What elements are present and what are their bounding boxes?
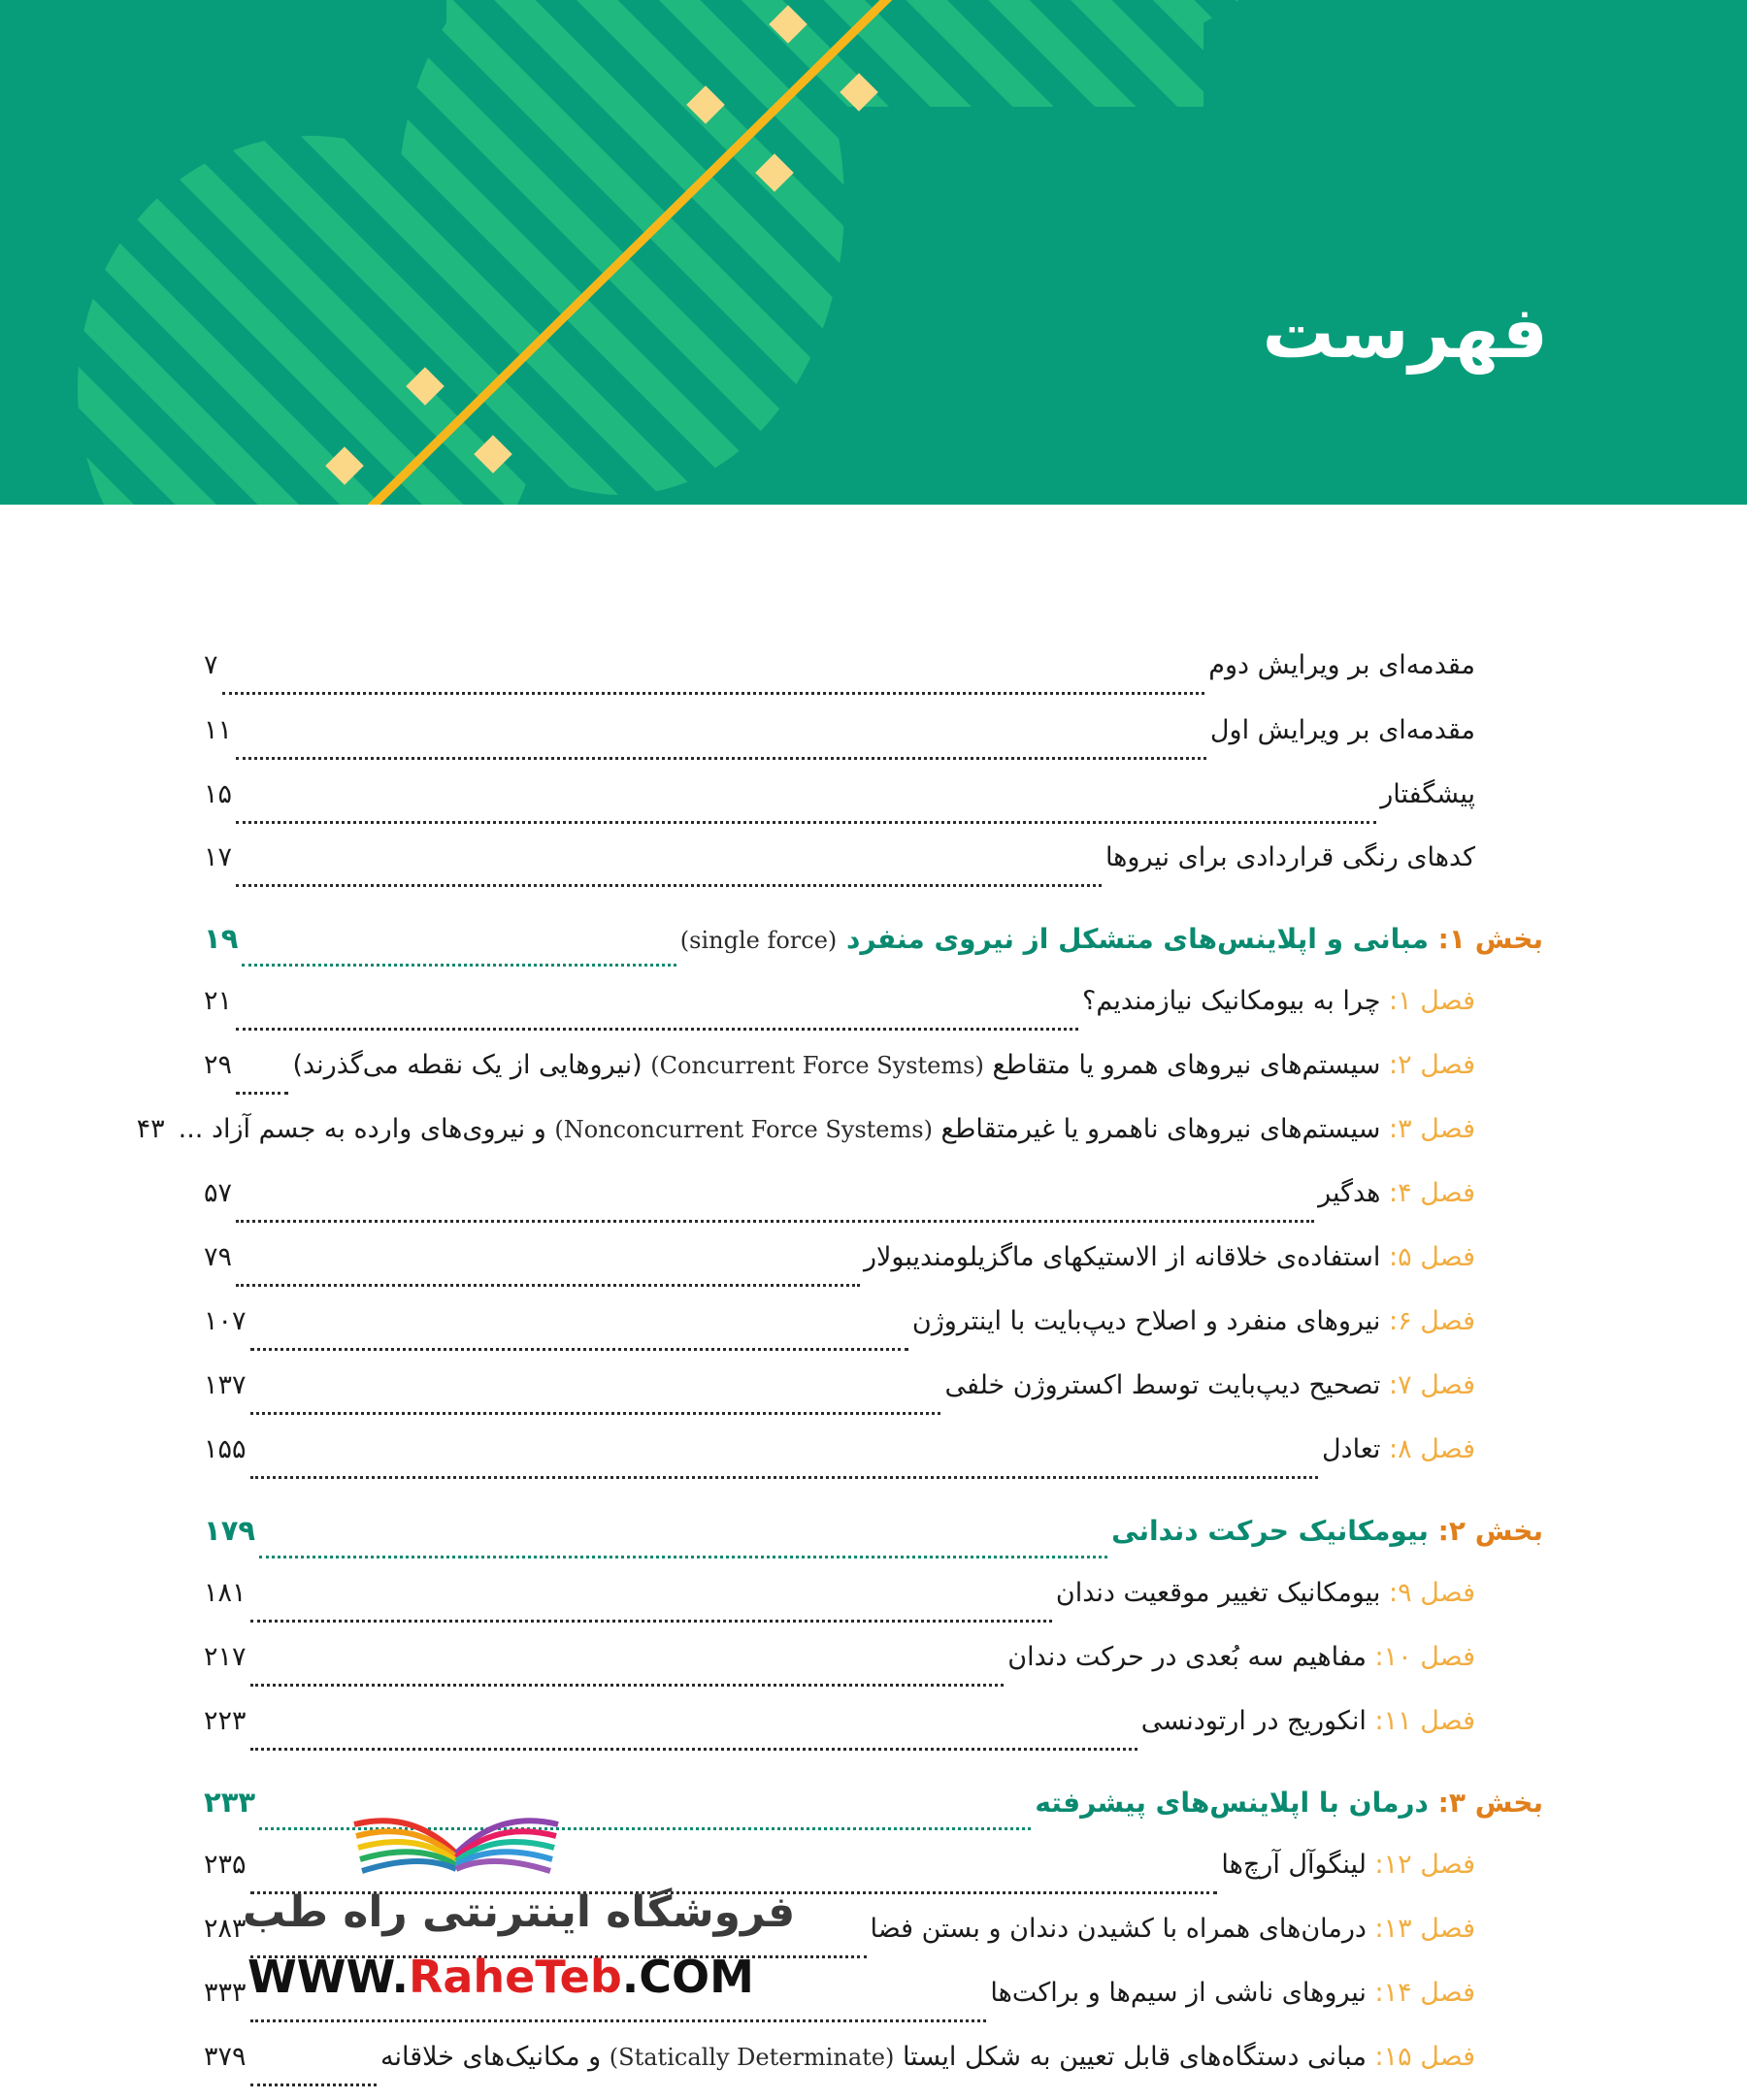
part-prefix: بخش ۳: [1437, 1787, 1543, 1819]
part-title-text: درمان با اپلاینس‌های پیشرفته [1035, 1787, 1429, 1819]
chapter-page: ۲۳۵ [204, 1850, 247, 1880]
stripe-pattern [0, 0, 1747, 505]
watermark-url-right: .COM [621, 1951, 754, 2003]
chapter-title [1007, 1642, 1475, 1672]
chapter-page: ۷۹ [204, 1242, 233, 1272]
chapter-title [1221, 1850, 1475, 1880]
chapter-title-text: تعادل [1322, 1434, 1381, 1464]
part-title-text: مبانی و اپلاینس‌های متشکل از نیروی منفرد [846, 923, 1429, 955]
toc-part-2[interactable] [204, 1514, 1543, 1572]
dot-leader [236, 1091, 288, 1095]
dot-leader [236, 883, 1102, 887]
watermark-url-mid: RaheTeb [408, 1951, 622, 2003]
chapter-page: ۳۳۳ [204, 1978, 247, 2008]
toc-entry-intro-3[interactable] [204, 779, 1475, 837]
toc-entry-intro-1[interactable] [204, 650, 1475, 708]
dot-leader [236, 1219, 1314, 1223]
page-title: فهرست [1262, 291, 1548, 375]
part-title [1035, 1787, 1543, 1819]
toc-chapter-1[interactable] [204, 986, 1475, 1044]
dot-leader [250, 2083, 378, 2086]
entry-title: کدهای رنگی قراردادی برای نیروها [1104, 842, 1475, 872]
part-title-en: (single force) [679, 927, 838, 954]
chapter-title-text: درمان‌های همراه با کشیدن دندان و بستن فضا [870, 1914, 1367, 1944]
entry-title: مقدمه‌ای بر ویرایش دوم [1208, 650, 1475, 680]
chapter-title-text: نیروهای ناشی از سیم‌ها و براکت‌ها [990, 1978, 1367, 2008]
watermark-url [247, 1951, 754, 2003]
toc-chapter-8[interactable] [204, 1434, 1475, 1493]
chapter-prefix: فصل ۸: [1389, 1434, 1475, 1464]
chapter-prefix: فصل ۱۰: [1374, 1642, 1475, 1672]
toc-chapter-10[interactable] [204, 1642, 1475, 1700]
header-banner [0, 0, 1747, 505]
chapter-title-extra: و مکانیک‌های خلاقانه [380, 2042, 602, 2072]
book-logo-icon [345, 1786, 568, 1883]
dot-leader [169, 1158, 175, 1159]
chapter-prefix: فصل ۷: [1389, 1370, 1475, 1400]
part-page: ۲۳۳ [204, 1786, 256, 1819]
toc-chapter-6[interactable] [204, 1306, 1475, 1364]
chapter-title-en: (Nonconcurrent Force Systems) [554, 1116, 933, 1143]
dot-leader [250, 2018, 987, 2022]
dot-leader [250, 1683, 1005, 1687]
part-title-text: بیومکانیک حرکت دندانی [1111, 1515, 1429, 1547]
chapter-title [380, 2042, 1475, 2072]
chapter-prefix: فصل ۲: [1389, 1050, 1475, 1080]
chapter-title-en: (Concurrent Force Systems) [650, 1052, 984, 1079]
chapter-prefix: فصل ۱۲: [1374, 1850, 1475, 1880]
dot-leader [242, 963, 676, 967]
chapter-page: ۱۵۵ [204, 1434, 247, 1464]
chapter-page: ۲۸۳ [204, 1914, 247, 1944]
chapter-page: ۱۳۷ [204, 1370, 247, 1400]
dot-leader [250, 1411, 941, 1415]
chapter-page: ۴۳ [136, 1114, 165, 1144]
dot-leader [236, 1283, 860, 1287]
chapter-title-text: بیومکانیک تغییر موقعیت دندان [1055, 1578, 1381, 1608]
toc-chapter-9[interactable] [204, 1578, 1475, 1636]
chapter-title-text: مبانی دستگاه‌های قابل تعیین به شکل ایستا [902, 2042, 1367, 2072]
chapter-title [944, 1370, 1475, 1400]
chapter-prefix: فصل ۱۵: [1374, 2042, 1475, 2072]
part-page: ۱۷۹ [204, 1514, 256, 1547]
chapter-title-text: هدگیر [1318, 1178, 1381, 1208]
dot-leader [250, 1475, 1318, 1479]
chapter-page: ۲۱ [204, 986, 233, 1016]
entry-page: ۱۵ [204, 779, 233, 809]
chapter-prefix: فصل ۶: [1389, 1306, 1475, 1336]
part-prefix: بخش ۲: [1437, 1515, 1543, 1547]
chapter-title [1082, 986, 1475, 1016]
chapter-prefix: فصل ۴: [1389, 1178, 1475, 1208]
chapter-prefix: فصل ۳: [1389, 1114, 1475, 1144]
chapter-page: ۲۹ [204, 1050, 233, 1080]
dot-leader [259, 1555, 1107, 1559]
toc-entry-intro-2[interactable] [204, 715, 1475, 773]
dot-leader [222, 691, 1205, 695]
chapter-title [292, 1050, 1475, 1080]
chapter-prefix: فصل ۹: [1389, 1578, 1475, 1608]
chapter-title [864, 1242, 1475, 1272]
watermark-url-left: WWW. [247, 1951, 409, 2003]
dot-leader [250, 1619, 1052, 1623]
chapter-title-text: تصحیح دیپ‌بایت توسط اکستروژن خلفی [944, 1370, 1381, 1400]
toc-chapter-3[interactable] [136, 1114, 1475, 1172]
chapter-page: ۲۲۳ [204, 1706, 247, 1736]
chapter-title [1322, 1434, 1475, 1464]
entry-page: ۱۱ [204, 715, 233, 745]
chapter-title-extra: (نیروهایی از یک نقطه می‌گذرند) [292, 1050, 643, 1080]
entry-title: پیشگفتار [1380, 779, 1475, 809]
chapter-page: ۱۰۷ [204, 1306, 247, 1336]
chapter-title-text: لینگوآل آرچ‌ها [1221, 1850, 1367, 1880]
entry-page: ۷ [204, 650, 218, 680]
chapter-prefix: فصل ۱: [1389, 986, 1475, 1016]
chapter-title-text: چرا به بیومکانیک نیازمندیم؟ [1082, 986, 1381, 1016]
part-title [680, 923, 1543, 955]
toc-chapter-2[interactable] [204, 1050, 1475, 1108]
chapter-page: ۲۱۷ [204, 1642, 247, 1672]
chapter-title-extra: و نیروی‌های وارده به جسم آزاد ... [178, 1114, 546, 1144]
chapter-title-text: مفاهیم سه بُعدی در حرکت دندان [1007, 1642, 1367, 1672]
chapter-title [1141, 1706, 1475, 1736]
chapter-prefix: فصل ۱۳: [1374, 1914, 1475, 1944]
watermark-store-name: فروشگاه اینترنتی راه طب [243, 1887, 796, 1937]
chapter-title-text: سیستم‌های نیروهای همرو یا متقاطع [992, 1050, 1381, 1080]
part-page: ۱۹ [204, 922, 239, 955]
dot-leader [250, 1747, 1137, 1751]
chapter-page: ۳۷۹ [204, 2042, 247, 2072]
chapter-title [179, 1114, 1475, 1144]
chapter-title-text: انکوریج در ارتودنسی [1140, 1706, 1367, 1736]
part-title [1111, 1515, 1543, 1547]
toc-chapter-7[interactable] [204, 1370, 1475, 1428]
chapter-prefix: فصل ۱۱: [1374, 1706, 1475, 1736]
toc-chapter-15[interactable] [204, 2042, 1475, 2100]
chapter-title-text: سیستم‌های نیروهای ناهمرو یا غیرمتقاطع [940, 1114, 1381, 1144]
dot-leader [236, 756, 1206, 760]
entry-title: مقدمه‌ای بر ویرایش اول [1209, 715, 1475, 745]
chapter-prefix: فصل ۱۴: [1374, 1978, 1475, 2008]
chapter-title [1056, 1578, 1475, 1608]
dot-leader [236, 820, 1376, 824]
chapter-title-en: (Statically Determinate) [609, 2044, 895, 2071]
toc-chapter-11[interactable] [204, 1706, 1475, 1764]
toc-entry-intro-4[interactable] [204, 842, 1475, 901]
dot-leader [250, 1347, 908, 1351]
chapter-title [990, 1978, 1475, 2008]
toc-part-1[interactable] [204, 922, 1543, 980]
chapter-page: ۱۸۱ [204, 1578, 247, 1608]
part-prefix: بخش ۱: [1437, 923, 1543, 955]
entry-page: ۱۷ [204, 842, 233, 872]
dot-leader [236, 1027, 1078, 1031]
chapter-title [871, 1914, 1475, 1944]
toc-chapter-5[interactable] [204, 1242, 1475, 1300]
toc-chapter-4[interactable] [204, 1178, 1475, 1236]
chapter-page: ۵۷ [204, 1178, 233, 1208]
chapter-title [1318, 1178, 1475, 1208]
chapter-prefix: فصل ۵: [1389, 1242, 1475, 1272]
chapter-title [912, 1306, 1475, 1336]
chapter-title-text: نیروهای منفرد و اصلاح دیپ‌بایت با اینتروژن [911, 1306, 1381, 1336]
chapter-title-text: استفاده‌ی خلاقانه از الاستیکهای ماگزیلومندیبولار [863, 1242, 1381, 1272]
